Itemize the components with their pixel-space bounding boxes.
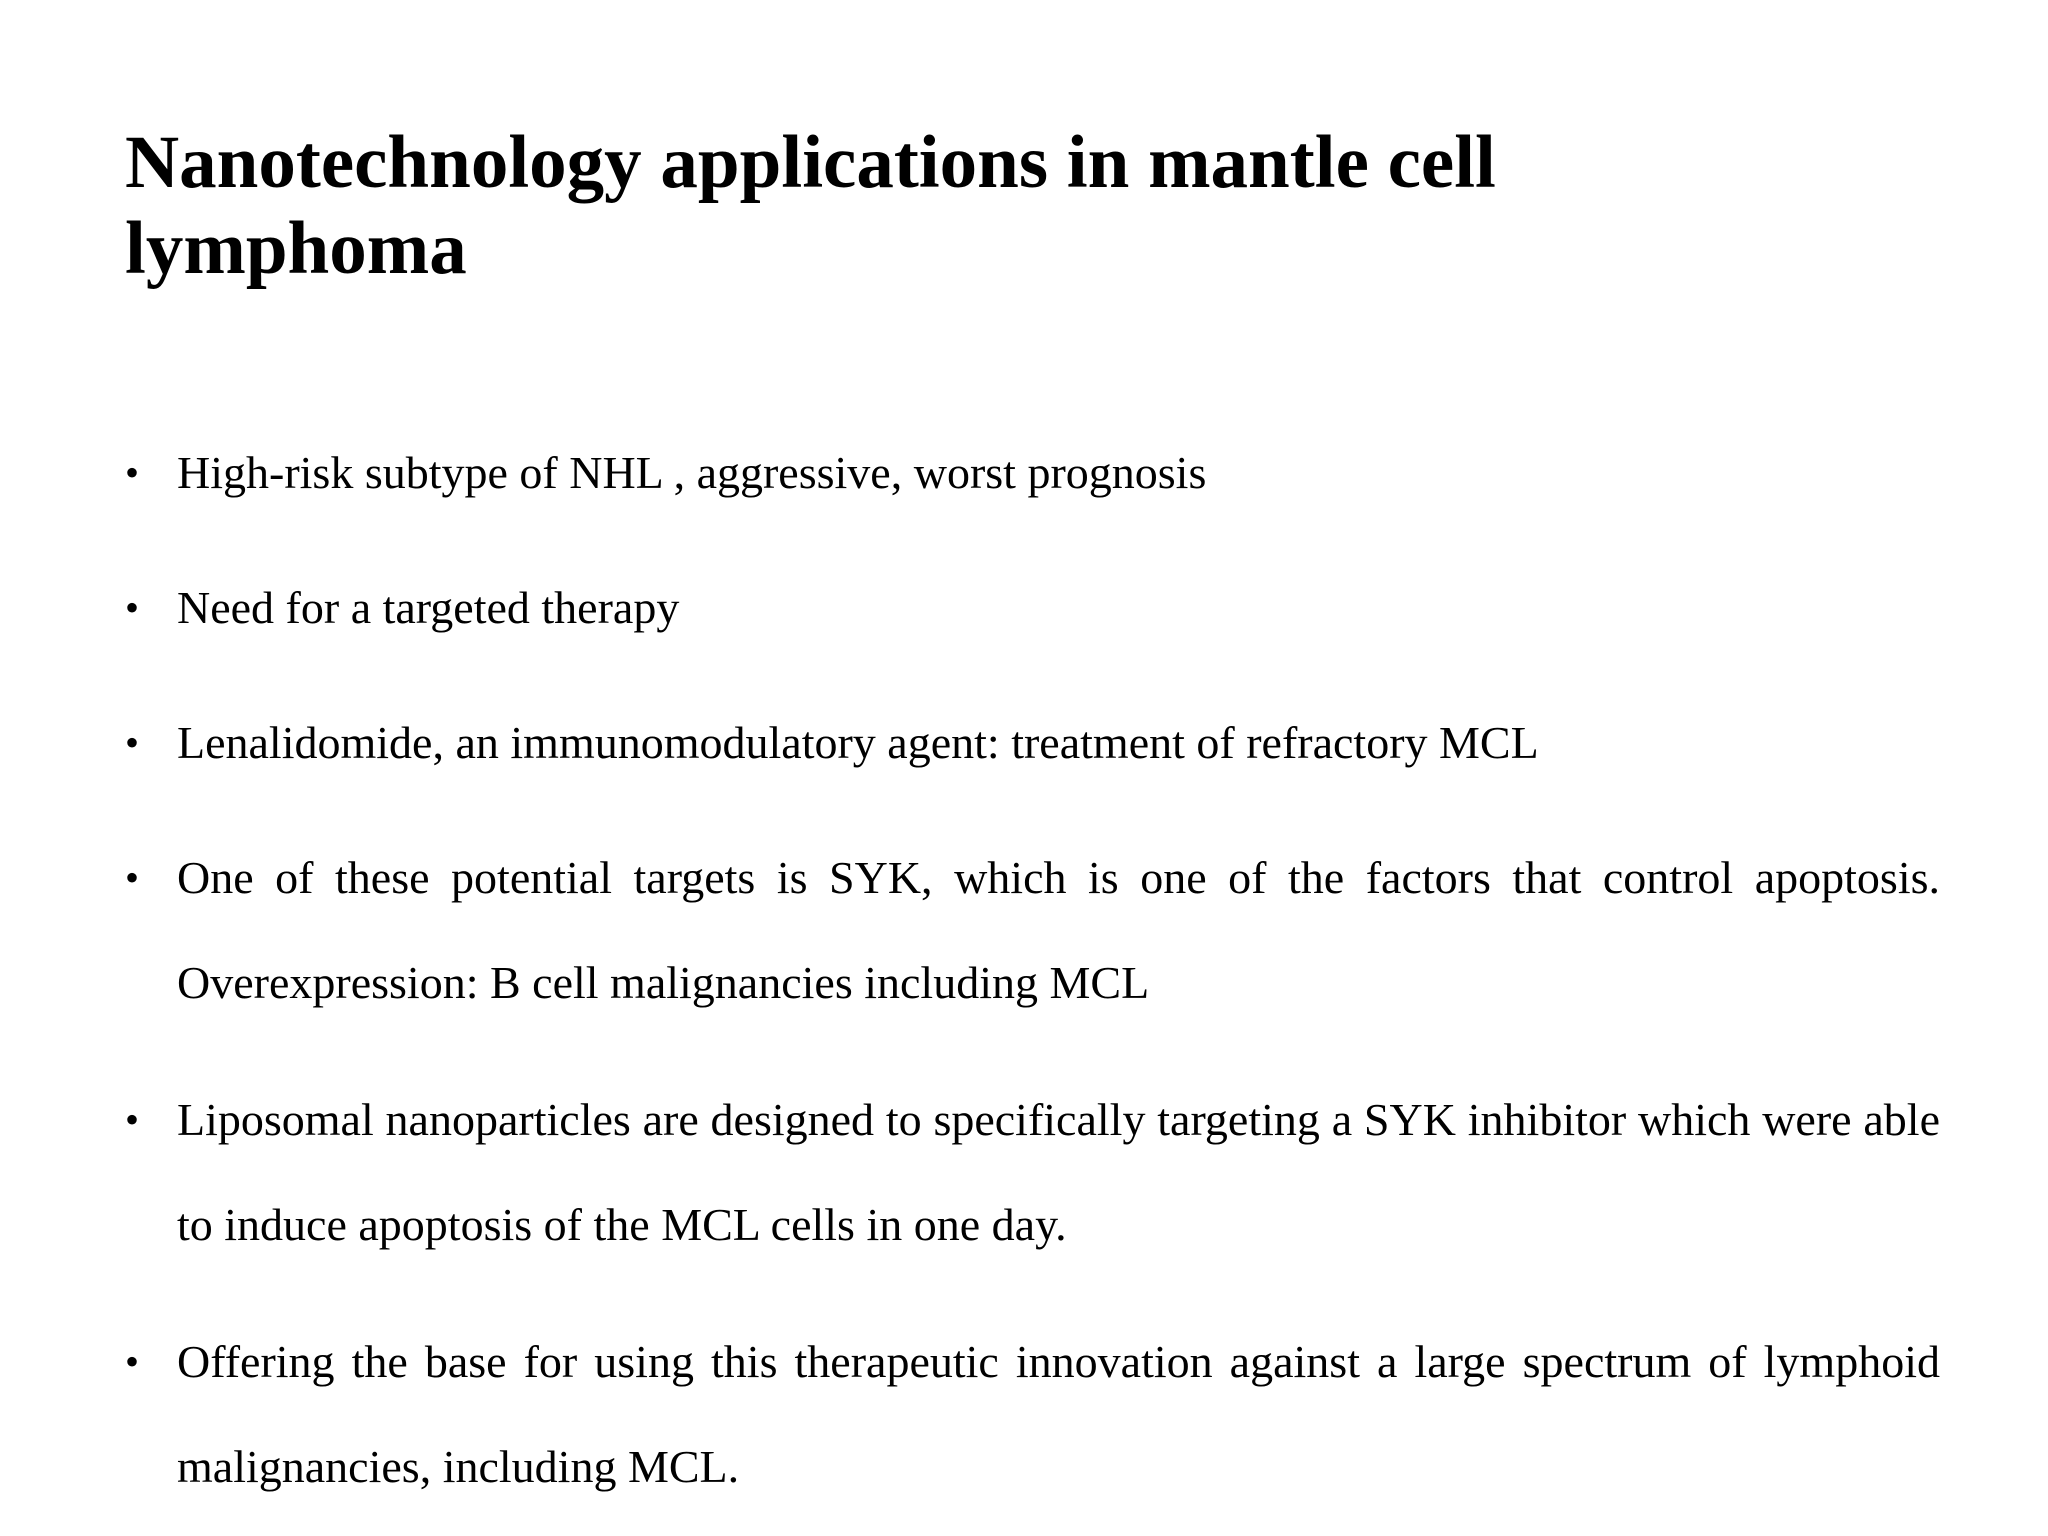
bullet-dot-icon: •	[125, 585, 140, 630]
bullet-dot-icon: •	[125, 1339, 140, 1384]
bullet-dot-icon: •	[125, 450, 140, 495]
bullet-text: One of these potential targets is SYK, which is one of the factors that control apoptosis. Overexpression: B cell malignancies including MCL	[177, 852, 1940, 1008]
bullet-text: Offering the base for using this therapeutic innovation against a large spectrum of lymphoid malignancies, including MCL.	[177, 1336, 1940, 1492]
bullet-dot-icon: •	[125, 720, 140, 765]
bullet-list	[125, 420, 1940, 1536]
bullet-text: Lenalidomide, an immunomodulatory agent: treatment of refractory MCL	[177, 717, 1539, 768]
bullet-item	[125, 555, 1940, 660]
bullet-dot-icon: •	[125, 1097, 140, 1142]
bullet-item	[125, 1309, 1940, 1519]
bullet-text: Need for a targeted therapy	[177, 582, 680, 633]
bullet-text: High-risk subtype of NHL , aggressive, worst prognosis	[177, 447, 1207, 498]
bullet-dot-icon: •	[125, 855, 140, 900]
bullet-text: Liposomal nanoparticles are designed to specifically targeting a SYK inhibitor which were able to induce apoptosis of the MCL cells in one day.	[177, 1094, 1940, 1250]
bullet-item	[125, 1067, 1940, 1277]
bullet-item	[125, 420, 1940, 525]
bullet-item	[125, 690, 1940, 795]
slide-title: Nanotechnology applications in mantle cell lymphoma	[125, 121, 1496, 290]
bullet-item	[125, 825, 1940, 1035]
